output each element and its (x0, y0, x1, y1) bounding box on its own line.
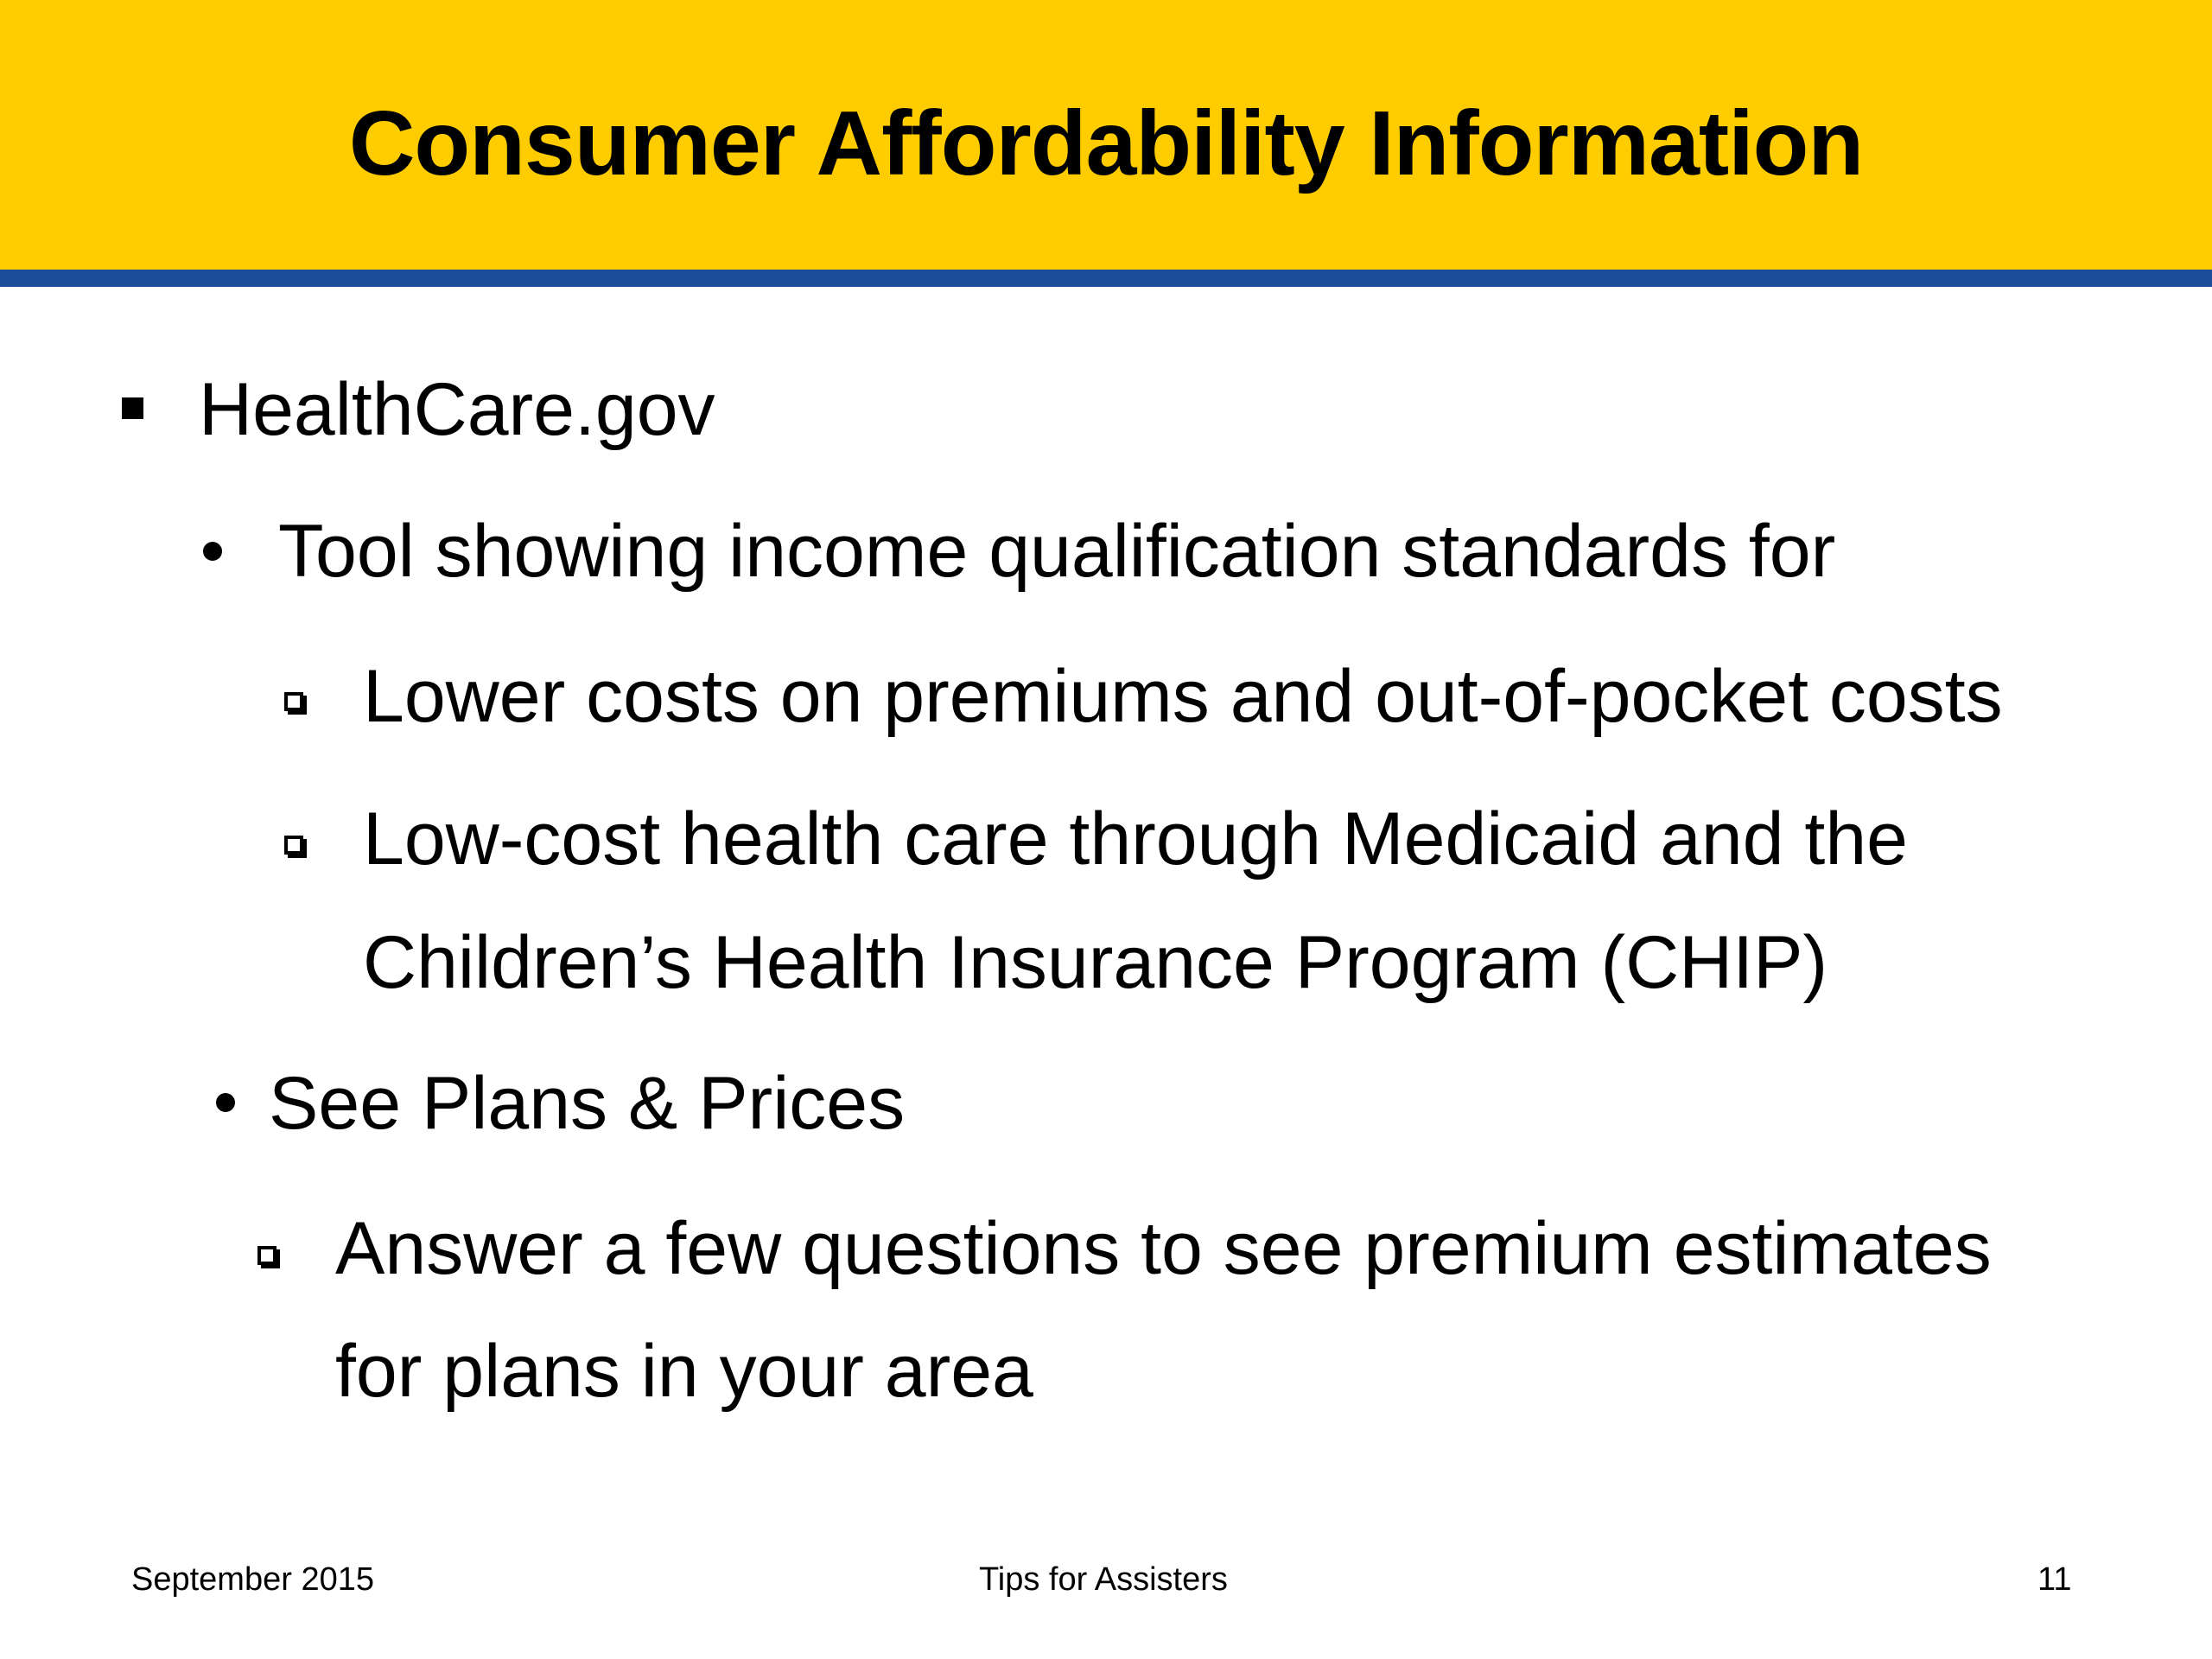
bullet-low-cost-care-line2: Children’s Health Insurance Program (CHIP) (363, 921, 1828, 1004)
bullet-lower-costs: Lower costs on premiums and out-of-pocket costs (363, 655, 2003, 738)
square-bullet-icon (122, 397, 143, 419)
footer-center-text: Tips for Assisters (979, 1561, 1228, 1598)
round-bullet-icon (203, 542, 222, 561)
page-number: 11 (2037, 1561, 2072, 1598)
checkbox-bullet-icon (284, 836, 303, 855)
checkbox-bullet-icon (284, 692, 303, 711)
checkbox-bullet-icon (257, 1246, 276, 1265)
bullet-low-cost-care-line1: Low-cost health care through Medicaid and the (363, 798, 1908, 880)
bullet-healthcare-gov: HealthCare.gov (199, 368, 715, 451)
round-bullet-icon (216, 1093, 235, 1112)
bullet-answer-questions-line1: Answer a few questions to see premium estimates (335, 1207, 1992, 1290)
bullet-answer-questions-line2: for plans in your area (335, 1330, 1033, 1413)
footer-date: September 2015 (131, 1561, 374, 1598)
slide-title: Consumer Affordability Information (348, 92, 1864, 194)
bullet-income-tool: Tool showing income qualification standards for (278, 510, 1836, 593)
bullet-see-plans-prices: See Plans & Prices (269, 1062, 906, 1145)
title-divider (0, 270, 2212, 287)
